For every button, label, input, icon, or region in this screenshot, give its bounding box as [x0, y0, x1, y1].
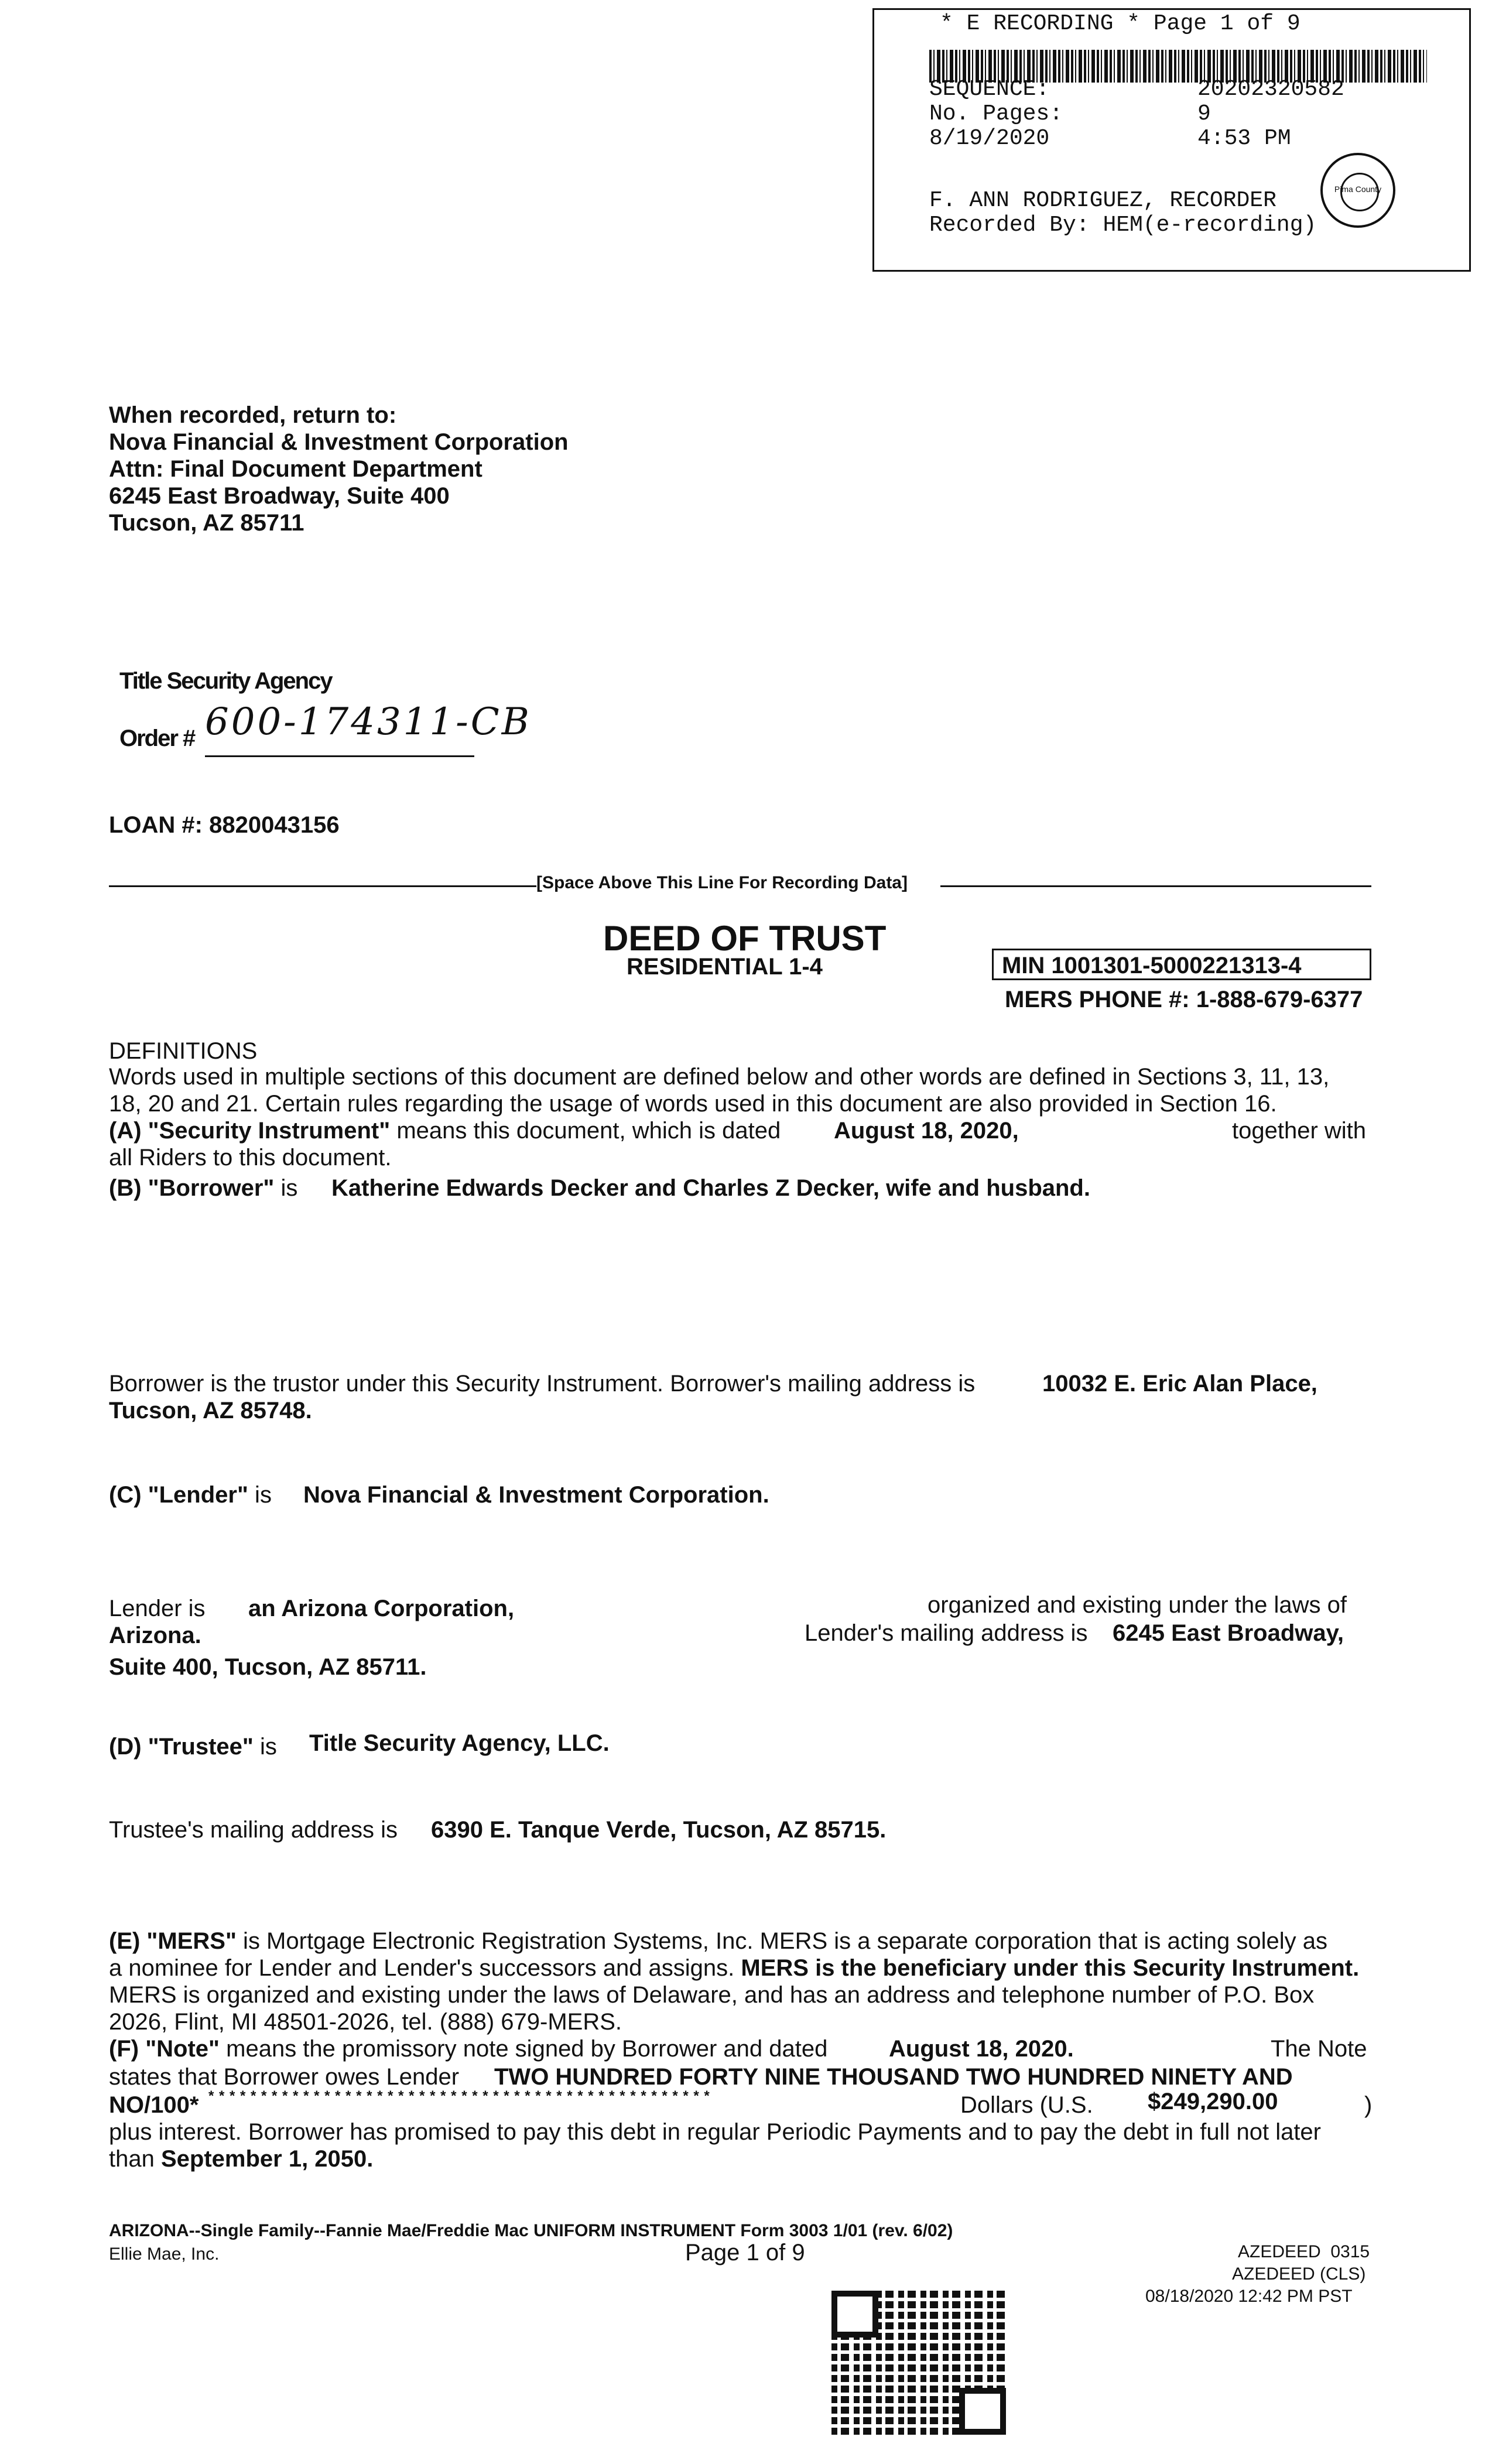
definition-a: (A) "Security Instrument" means this document, which is dated	[109, 1118, 781, 1144]
definition-f-line5: than September 1, 2050.	[109, 2146, 374, 2172]
footer-code-1: AZEDEED 0315	[1238, 2242, 1370, 2261]
definition-a-label: (A) "Security Instrument"	[109, 1118, 391, 1144]
footer-company: Ellie Mae, Inc.	[109, 2244, 220, 2264]
return-line: When recorded, return to:	[109, 402, 397, 428]
definition-e-line1: (E) "MERS" is Mortgage Electronic Registration Systems, Inc. MERS is a separate corporation that is acting solely as	[109, 1928, 1327, 1954]
definition-f-line4: plus interest. Borrower has promised to pay this debt in regular Periodic Payments and to pay the debt in full not later	[109, 2119, 1321, 2145]
stamp-pages-value: 9	[1197, 101, 1211, 126]
order-label: Order #	[119, 725, 195, 751]
min-box	[992, 949, 1371, 980]
stamp-pages-label: No. Pages:	[929, 101, 1063, 126]
recording-data-label: [Space Above This Line For Recording Data]	[536, 873, 908, 892]
loan-amount-words-2: NO/100*	[109, 2092, 199, 2118]
definitions-intro-2: 18, 20 and 21. Certain rules regarding the usage of words used in this document are also provided in Section 16.	[109, 1091, 1277, 1117]
definitions-heading: DEFINITIONS	[109, 1038, 258, 1064]
definition-b: (B) "Borrower" is	[109, 1175, 298, 1201]
return-line: Tucson, AZ 85711	[109, 510, 304, 536]
definition-e-line4: 2026, Flint, MI 48501-2026, tel. (888) 679-MERS.	[109, 2009, 622, 2035]
stamp-recorded-by: Recorded By: HEM(e-recording)	[929, 213, 1317, 238]
definition-f-line2a: states that Borrower owes Lender	[109, 2064, 460, 2090]
return-line: 6245 East Broadway, Suite 400	[109, 483, 450, 509]
lender-type: an Arizona Corporation,	[248, 1596, 515, 1621]
lender-state: Arizona.	[109, 1623, 201, 1648]
recording-rule-left	[109, 885, 536, 887]
definitions-intro-1: Words used in multiple sections of this document are defined below and other words are defined in Sections 3, 11, 13,	[109, 1064, 1330, 1090]
lender-is: Lender is	[109, 1596, 206, 1621]
definition-d-label: (D) "Trustee"	[109, 1734, 254, 1760]
footer-form: ARIZONA--Single Family--Fannie Mae/Freddie Mac UNIFORM INSTRUMENT Form 3003 1/01 (rev. 6/02)	[109, 2221, 953, 2240]
recording-stamp	[872, 8, 1471, 272]
borrower-address-text: Borrower is the trustor under this Security Instrument. Borrower's mailing address is	[109, 1371, 976, 1397]
stamp-date: 8/19/2020	[929, 126, 1050, 151]
lender-organized: organized and existing under the laws of	[928, 1592, 1347, 1618]
stamp-recorder: F. ANN RODRIGUEZ, RECORDER	[929, 188, 1276, 213]
lender-address-2: Suite 400, Tucson, AZ 85711.	[109, 1654, 427, 1680]
loan-number: LOAN #: 8820043156	[109, 812, 340, 838]
stamp-sequence-label: SEQUENCE:	[929, 77, 1050, 102]
definition-b-label: (B) "Borrower"	[109, 1175, 275, 1201]
loan-amount: $249,290.00	[1148, 2089, 1278, 2114]
definition-e-line3: MERS is organized and existing under the laws of Delaware, and has an address and telephone number of P.O. Box	[109, 1982, 1315, 2008]
loan-amount-words: TWO HUNDRED FORTY NINE THOUSAND TWO HUNDRED NINETY AND	[494, 2064, 1293, 2090]
document-subtitle: RESIDENTIAL 1-4	[627, 954, 823, 980]
definition-d: (D) "Trustee" is	[109, 1734, 277, 1760]
lender-name: Nova Financial & Investment Corporation.	[303, 1482, 769, 1508]
fill-stars: * * * * * * * * * * * * * * * * * * * * * * * * * * * * * * * * * * * * * * * * * * * * * * * *	[208, 2088, 710, 2104]
trustee-address: 6390 E. Tanque Verde, Tucson, AZ 85715.	[431, 1817, 887, 1843]
mers-phone: MERS PHONE #: 1-888-679-6377	[1005, 987, 1363, 1012]
definition-f-line1: (F) "Note" means the promissory note signed by Borrower and dated	[109, 2036, 828, 2062]
definition-f-label: (F) "Note"	[109, 2036, 220, 2062]
maturity-date: September 1, 2050.	[160, 2146, 374, 2172]
trustee-name: Title Security Agency, LLC.	[309, 1730, 610, 1756]
lender-address-1: 6245 East Broadway,	[1113, 1620, 1344, 1646]
definition-c: (C) "Lender" is	[109, 1482, 272, 1508]
definition-e-label: (E) "MERS"	[109, 1928, 237, 1954]
stamp-header: * E RECORDING * Page 1 of 9	[940, 11, 1300, 36]
order-number-handwritten: 600-174311-CB	[205, 700, 532, 744]
recording-rule-right	[940, 885, 1371, 887]
dollars-label: Dollars (U.S.	[960, 2092, 1093, 2118]
stamp-sequence-value: 20202320582	[1197, 77, 1344, 102]
borrower-address-2: Tucson, AZ 85748.	[109, 1398, 312, 1423]
return-line: Nova Financial & Investment Corporation	[109, 429, 569, 455]
county-seal-icon: Pima County	[1320, 153, 1395, 228]
return-line: Attn: Final Document Department	[109, 456, 482, 482]
footer-page-number: Page 1 of 9	[685, 2240, 805, 2265]
min-number: MIN 1001301-5000221313-4	[1002, 953, 1302, 978]
definition-a-line2: all Riders to this document.	[109, 1145, 392, 1171]
lender-address-label: Lender's mailing address is	[805, 1620, 1088, 1646]
security-instrument-date: August 18, 2020,	[834, 1118, 1019, 1144]
qr-code-icon	[831, 2291, 1006, 2435]
dollars-close-paren: )	[1364, 2092, 1373, 2118]
stamp-time: 4:53 PM	[1197, 126, 1291, 151]
title-company: Title Security Agency	[119, 668, 332, 694]
note-date: August 18, 2020.	[889, 2036, 1074, 2062]
trustee-address-text: Trustee's mailing address is	[109, 1817, 398, 1843]
footer-timestamp: 08/18/2020 12:42 PM PST	[1145, 2287, 1353, 2306]
definition-a-tail: together with	[1232, 1118, 1367, 1144]
definition-e-line2: a nominee for Lender and Lender's successors and assigns. MERS is the beneficiary under this Security Instrument.	[109, 1955, 1360, 1981]
borrower-names: Katherine Edwards Decker and Charles Z Decker, wife and husband.	[331, 1175, 1090, 1201]
mers-beneficiary: MERS is the beneficiary under this Security Instrument.	[741, 1955, 1360, 1981]
return-address	[109, 402, 569, 536]
definition-c-label: (C) "Lender"	[109, 1482, 248, 1508]
footer-code-2: AZEDEED (CLS)	[1232, 2264, 1366, 2284]
borrower-address-1: 10032 E. Eric Alan Place,	[1042, 1371, 1317, 1397]
definition-f-tail: The Note	[1271, 2036, 1367, 2062]
document-title: DEED OF TRUST	[603, 919, 887, 958]
order-underline	[205, 755, 474, 757]
